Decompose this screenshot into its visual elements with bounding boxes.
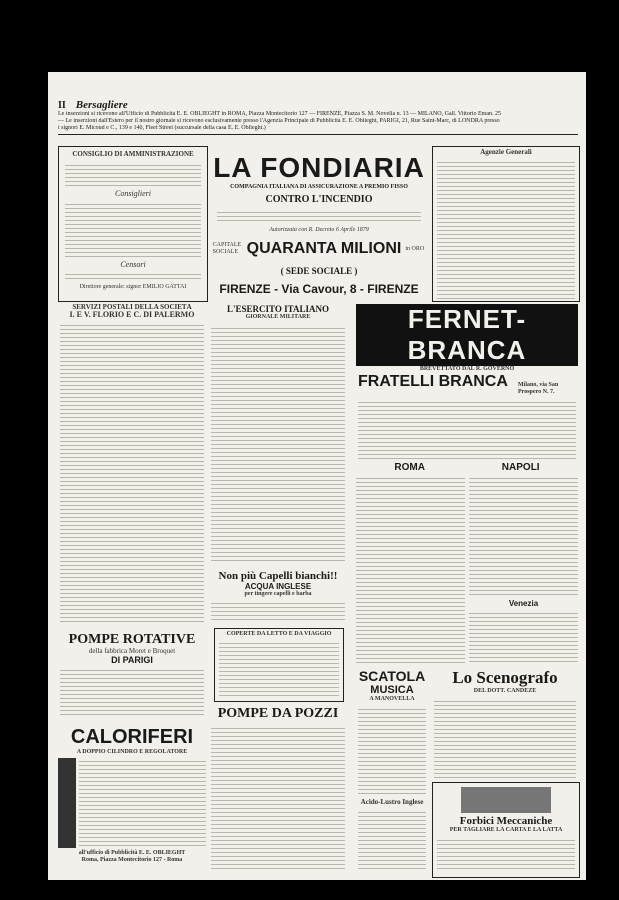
forbici-title: Forbici Meccaniche [459, 815, 553, 827]
forbici-ad [432, 782, 580, 878]
fondiaria-ad [209, 146, 429, 300]
capelli-per: per tingere capelli e barba [244, 591, 312, 597]
sede-sociale: ( SEDE SOCIALE ) [280, 266, 358, 276]
fernet-branca-ad [356, 304, 578, 664]
coperte-title: COPERTE DA LETTO E DA VIAGGIO [226, 631, 332, 637]
calorifero-illustration [58, 758, 76, 848]
scenografo-title: Lo Scenografo [452, 668, 558, 687]
scatola-manovella: A MANOVELLA [369, 696, 415, 702]
fernet-napoli: NAPOLI [501, 462, 540, 473]
page-header [58, 100, 578, 135]
censori-heading: Censori [120, 260, 146, 269]
pompe-rotative-ad [58, 632, 206, 722]
pompe-parigi: DI PARIGI [111, 655, 153, 665]
scatola-musica-ad [356, 668, 428, 876]
fernet-brevettato: BREVETTATO DAL R. GOVERNO [419, 366, 515, 372]
esercito-column [209, 304, 347, 564]
header-notice-2: — Le inserzioni dall'Estero per il nostro giornale si ricevono esclusivamente presso l'Agenzia Principale di Pubblicità E. E. Oblieght, PARIGI, 21, Rue Saint-Marc, di LONDRA presso [58, 118, 500, 124]
fernet-venezia: Venezia [508, 599, 539, 608]
newspaper-page [48, 72, 586, 880]
fratelli-branca: FRATELLI BRANCA [358, 373, 508, 390]
fernet-roma: ROMA [394, 462, 425, 473]
pompe-pozzi-title: POMPE DA POZZI [217, 706, 339, 721]
servizi-subtitle: I. E V. FLORIO E C. DI PALERMO [69, 310, 195, 319]
newspaper-name: Bersagliere [75, 99, 128, 111]
consiglio-title: CONSIGLIO DI AMMINISTRAZIONE [72, 150, 194, 158]
capitale-value: QUARANTA MILIONI [246, 240, 402, 257]
fondiaria-title: LA FONDIARIA [213, 152, 425, 183]
servizi-postali [58, 304, 206, 626]
pompe-pozzi-ad [209, 706, 347, 876]
consiglio-box [58, 146, 208, 302]
scenografo-ad [432, 668, 578, 778]
header-notice-1: Le inserzioni si ricevono all'Ufficio di Pubblicità E. E. OBLIEGHT in ROMA, Piazza Montecitorio 127 — FIRENZE, Piazza S. M. Novella n. 13 — MILANO, Gall. Vittorio Eman. 25 [58, 111, 501, 117]
fondiaria-subtitle: COMPAGNIA ITALIANA DI ASSICURAZIONE A PREMIO FISSO [230, 184, 408, 190]
forbici-sub: PER TAGLIARE LA CARTA E LA LATTA [449, 827, 563, 833]
caloriferi-roma: Roma, Piazza Montecitorio 127 - Roma [81, 857, 183, 863]
coperte-ad [214, 628, 344, 702]
pompe-rotative-title: POMPE ROTATIVE [68, 632, 196, 647]
caloriferi-ufficio: all'ufficio di Pubblicità E. E. OBLIEGHT [78, 850, 186, 856]
servizi-title: SERVIZI POSTALI DELLA SOCIETÀ [72, 304, 192, 311]
pompe-fabbrica: della fabbrica Moret e Broquet [88, 647, 176, 655]
capelli-ad [209, 570, 347, 624]
direttore-generale: Direttore generale: signor EMILIO GATTAI [79, 284, 187, 290]
forbici-illustration [461, 787, 551, 813]
capitale-label: CAPITALE SOCIALE [212, 242, 242, 255]
acido-title: Acido-Lustro Inglese [360, 798, 424, 806]
fernet-title: FERNET-BRANCA [356, 304, 578, 366]
scatola-musica: MUSICA [370, 684, 414, 696]
fondiaria-contro: CONTRO L'INCENDIO [265, 194, 373, 205]
fondiaria-decreto: Autorizzata con R. Decreto 6 Aprile 1879 [269, 227, 369, 233]
esercito-subtitle: GIORNALE MILITARE [245, 314, 311, 320]
caloriferi-doppio: A DOPPIO CILINDRO E REGOLATORE [76, 749, 188, 755]
agenzie-box [432, 146, 580, 302]
page-number: II [58, 100, 66, 111]
scatola-title: SCATOLA [358, 668, 426, 684]
fernet-milano: Milano, via San Prospero N. 7. [518, 382, 559, 395]
capitale-oro: in ORO [405, 245, 425, 252]
capelli-title: Non più Capelli bianchi!! [218, 570, 338, 582]
capelli-acqua: ACQUA INGLESE [244, 582, 312, 591]
caloriferi-title: CALORIFERI [70, 726, 194, 748]
consiglieri-heading: Consiglieri [114, 189, 151, 198]
scenografo-sub: DEL DOTT. CANDEZE [473, 688, 537, 694]
esercito-title: L'ESERCITO ITALIANO [227, 304, 329, 314]
header-notice-3: i signori E. Micoud e C., 139 e 140, Fleet Street (succursale della casa E. E. Oblieght.) [58, 125, 266, 131]
fondiaria-address: FIRENZE - Via Cavour, 8 - FIRENZE [219, 282, 419, 296]
caloriferi-ad [58, 726, 206, 876]
agenzie-title: Agenzie Generali [480, 148, 532, 156]
